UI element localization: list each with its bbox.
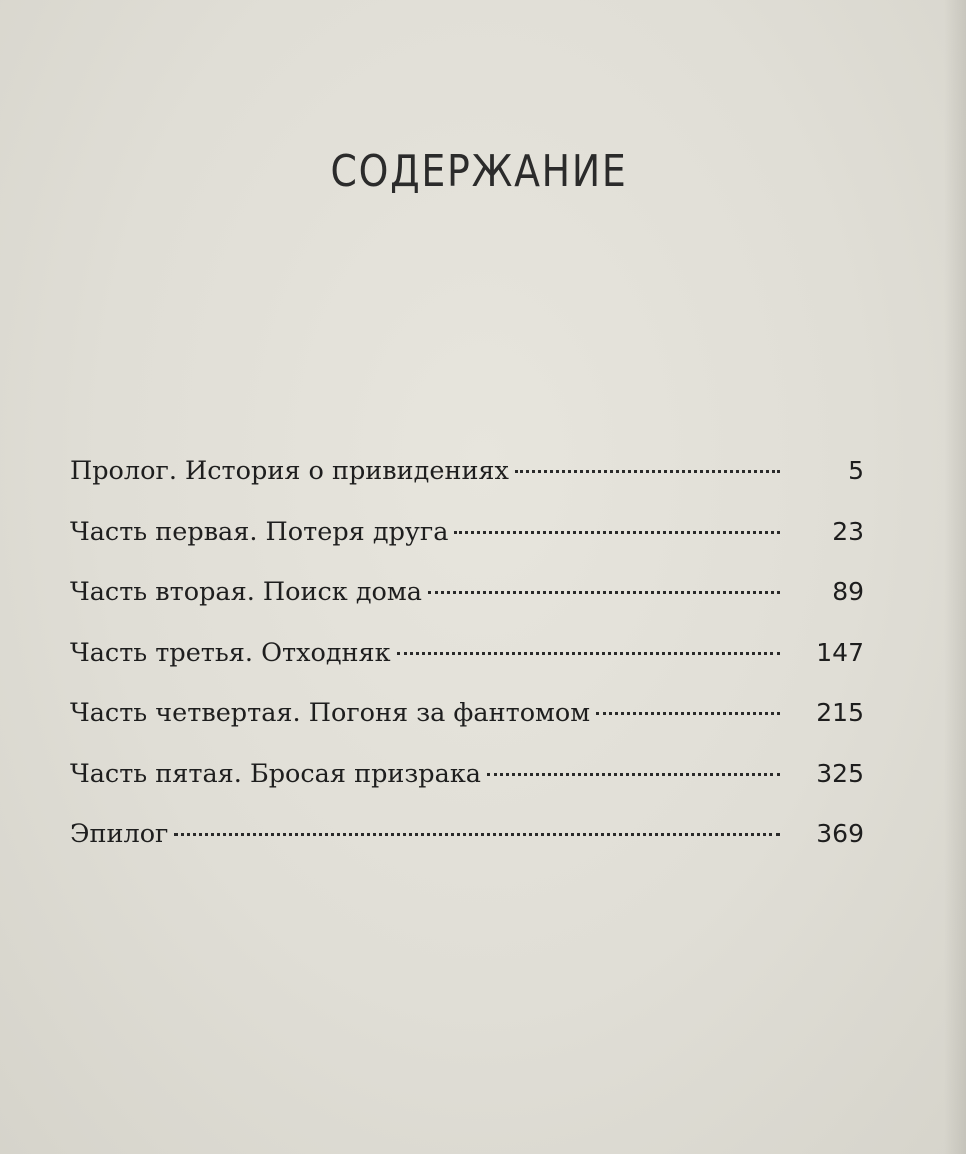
toc-entry-part-5 bbox=[70, 759, 864, 820]
toc-entry-part-2 bbox=[70, 577, 864, 638]
toc-entry-prologue bbox=[70, 456, 864, 517]
toc-entry-page: 23 bbox=[832, 516, 864, 546]
toc-entry-page: 89 bbox=[832, 577, 864, 606]
toc-entry-title: Часть вторая. Поиск дома bbox=[70, 577, 422, 607]
toc-dot-leader bbox=[397, 652, 780, 655]
toc-entry-page: 369 bbox=[816, 819, 864, 848]
toc-entry-part-1 bbox=[70, 517, 864, 578]
toc-dot-leader bbox=[174, 833, 780, 836]
toc-entry-title: Часть первая. Потеря друга bbox=[70, 516, 449, 547]
toc-entry-page: 5 bbox=[848, 456, 864, 485]
page-edge-shadow bbox=[944, 0, 966, 1154]
toc-entry-title: Эпилог bbox=[70, 819, 169, 849]
toc-entry-title: Часть четвертая. Погоня за фантомом bbox=[70, 698, 591, 728]
toc-dot-leader bbox=[515, 470, 780, 473]
toc-entry-part-3 bbox=[70, 638, 864, 699]
toc-entry-title: Часть пятая. Бросая призрака bbox=[70, 758, 481, 789]
toc-entry-page: 147 bbox=[816, 637, 864, 667]
toc-entry-title: Пролог. История о привидениях bbox=[70, 456, 509, 486]
toc-dot-leader bbox=[454, 531, 780, 534]
toc-dot-leader bbox=[596, 712, 780, 715]
toc-entry-part-4 bbox=[70, 698, 864, 759]
toc-dot-leader bbox=[428, 591, 780, 594]
page-title: СОДЕРЖАНИЕ bbox=[330, 146, 628, 197]
toc-entry-page: 215 bbox=[816, 698, 864, 727]
toc-dot-leader bbox=[487, 773, 780, 776]
toc-entry-page: 325 bbox=[816, 758, 864, 788]
toc-entry-title: Часть третья. Отходняк bbox=[70, 637, 391, 668]
table-of-contents bbox=[70, 456, 864, 880]
toc-entry-epilogue bbox=[70, 819, 864, 880]
